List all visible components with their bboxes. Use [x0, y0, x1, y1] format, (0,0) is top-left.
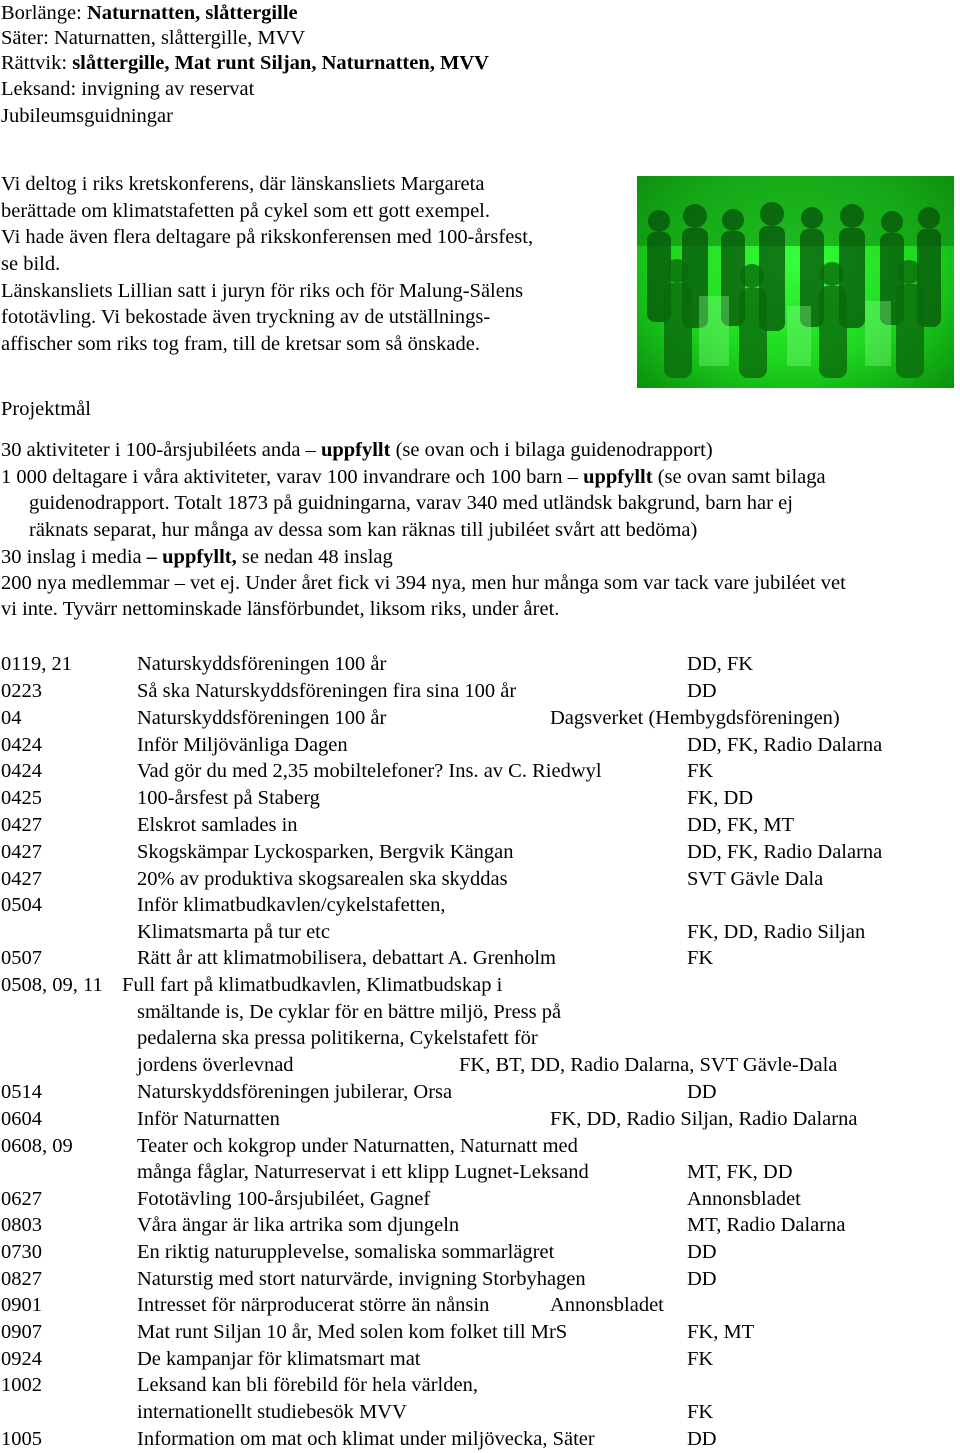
event-place: Rättvik: [1, 52, 73, 74]
media-source: DD [687, 1268, 717, 1290]
media-date: 0827 [1, 1268, 42, 1290]
media-date: 0901 [1, 1294, 42, 1316]
media-date: 0425 [1, 787, 42, 809]
media-source: FK, DD [687, 787, 754, 809]
media-date: 0627 [1, 1188, 42, 1210]
media-source: Annonsbladet [550, 1294, 664, 1316]
goal-line-cont: vi inte. Tyvärr nettominskade länsförbundet, liksom riks, under året. [1, 598, 560, 620]
media-date: 0223 [1, 680, 42, 702]
media-source: FK, BT, DD, Radio Dalarna, SVT Gävle-Dala [459, 1054, 838, 1076]
goal-line: 30 inslag i media – uppfyllt, se nedan 48 inslag [1, 546, 393, 568]
event-place: Borlänge: [1, 2, 87, 24]
media-source: MT, Radio Dalarna [687, 1214, 846, 1236]
event-line [1, 50, 489, 77]
event-line [1, 0, 298, 27]
media-date: 0427 [1, 841, 42, 863]
media-source: FK [687, 947, 714, 969]
intro-line: affischer som riks tog fram, till de kretsar som så önskade. [1, 333, 480, 355]
media-date: 0119, 21 [1, 653, 72, 675]
media-title: Naturskyddsföreningen jubilerar, Orsa [137, 1081, 453, 1103]
media-date: 0424 [1, 734, 42, 756]
media-title: Full fart på klimatbudkavlen, Klimatbudskap i [122, 974, 503, 996]
event-bold: Naturnatten, slåttergille [86, 2, 298, 24]
media-title: Så ska Naturskyddsföreningen fira sina 100 år [137, 680, 517, 702]
goal-status: uppfyllt [320, 439, 391, 461]
media-title: Elskrot samlades in [137, 814, 298, 836]
event-place: Jubileumsguidningar [1, 105, 173, 127]
media-title: 20% av produktiva skogsarealen ska skyddas [137, 868, 508, 890]
group-photo [637, 176, 954, 388]
event-place: Leksand: invigning av reservat [1, 78, 255, 100]
media-date: 04 [1, 707, 22, 729]
media-date: 0424 [1, 760, 42, 782]
media-date: 0907 [1, 1321, 42, 1343]
media-source: DD, FK, MT [687, 814, 795, 836]
photo-people [637, 176, 954, 388]
media-date: 0508, 09, 11 [1, 974, 103, 996]
goal-line: 1 000 deltagare i våra aktiviteter, varav 100 invandrare och 100 barn – uppfyllt (se ovan samt bilaga [1, 466, 826, 488]
media-title: jordens överlevnad [137, 1054, 294, 1076]
media-title: Leksand kan bli förebild för hela världen, [137, 1374, 478, 1396]
intro-line: Vi hade även flera deltagare på rikskonferensen med 100-årsfest, [1, 226, 534, 248]
media-date: 1005 [1, 1428, 42, 1450]
media-title: många fåglar, Naturreservat i ett klipp Lugnet-Leksand [137, 1161, 589, 1183]
media-date: 0608, 09 [1, 1135, 73, 1157]
media-title: En riktig naturupplevelse, somaliska sommarlägret [137, 1241, 555, 1263]
media-date: 1002 [1, 1374, 42, 1396]
media-title: Rätt år att klimatmobilisera, debattart A. Grenholm [137, 947, 556, 969]
goal-line: 30 aktiviteter i 100-årsjubiléets anda – uppfyllt (se ovan och i bilaga guidenodrapport) [1, 439, 713, 461]
media-source: DD [687, 1428, 717, 1450]
media-date: 0924 [1, 1348, 42, 1370]
media-date: 0803 [1, 1214, 42, 1236]
media-title: internationellt studiebesök MVV [137, 1401, 407, 1423]
intro-line: se bild. [1, 253, 61, 275]
media-title: Klimatsmarta på tur etc [137, 921, 330, 943]
media-source: DD [687, 680, 717, 702]
media-date: 0514 [1, 1081, 42, 1103]
media-title: smältande is, De cyklar för en bättre miljö, Press på [137, 1001, 562, 1023]
media-title: Naturskyddsföreningen 100 år [137, 707, 387, 729]
media-title: Teater och kokgrop under Naturnatten, Naturnatt med [137, 1135, 578, 1157]
media-date: 0604 [1, 1108, 42, 1130]
media-title: Skogskämpar Lyckosparken, Bergvik Kängan [137, 841, 514, 863]
media-title: pedalerna ska pressa politikerna, Cykelstafett för [137, 1027, 538, 1049]
media-source: FK, MT [687, 1321, 755, 1343]
goal-status: uppfyllt [583, 466, 653, 488]
intro-line: berättade om klimatstafetten på cykel som ett gott exempel. [1, 200, 490, 222]
media-source: Annonsbladet [687, 1188, 801, 1210]
event-line [1, 76, 254, 103]
media-source: DD, FK [687, 653, 754, 675]
media-title: Inför klimatbudkavlen/cykelstafetten, [137, 894, 446, 916]
media-title: De kampanjar för klimatsmart mat [137, 1348, 421, 1370]
media-title: Fototävling 100-årsjubiléet, Gagnef [137, 1188, 431, 1210]
media-source: DD [687, 1081, 717, 1103]
media-source: FK [687, 1401, 714, 1423]
media-title: Våra ängar är lika artrika som djungeln [137, 1214, 460, 1236]
event-line [1, 25, 305, 52]
media-source: FK, DD, Radio Siljan [687, 921, 866, 943]
intro-line: Länskansliets Lillian satt i juryn för riks och för Malung-Sälens [1, 280, 524, 302]
media-title: Intresset för närproducerat större än nånsin [137, 1294, 490, 1316]
goal-line: 200 nya medlemmar – vet ej. Under året fick vi 394 nya, men hur många som var tack vare jubiléet vet [1, 572, 846, 594]
media-date: 0507 [1, 947, 42, 969]
goal-line-cont: guidenodrapport. Totalt 1873 på guidningarna, varav 340 med utländsk bakgrund, barn har ej [29, 492, 793, 514]
media-source: FK [687, 1348, 714, 1370]
intro-line: fototävling. Vi bekostade även tryckning av de utställnings- [1, 306, 491, 328]
media-source: DD, FK, Radio Dalarna [687, 734, 883, 756]
event-bold: slåttergille, Mat runt Siljan, Naturnatten, MVV [72, 52, 489, 74]
media-date: 0730 [1, 1241, 42, 1263]
media-source: MT, FK, DD [687, 1161, 793, 1183]
media-source: DD, FK, Radio Dalarna [687, 841, 883, 863]
section-heading: Projektmål [1, 398, 91, 420]
media-title: Inför Miljövänliga Dagen [137, 734, 348, 756]
media-title: Inför Naturnatten [137, 1108, 280, 1130]
event-place: Säter: Naturnatten, slåttergille, MVV [1, 27, 306, 49]
media-source: SVT Gävle Dala [687, 868, 824, 890]
media-title: 100-årsfest på Staberg [137, 787, 320, 809]
media-date: 0427 [1, 814, 42, 836]
media-source: DD [687, 1241, 717, 1263]
media-source: FK [687, 760, 714, 782]
media-source: Dagsverket (Hembygdsföreningen) [550, 707, 840, 729]
goal-line-cont: räknats separat, hur många av dessa som kan räknas till jubiléet svårt att bedöma) [29, 519, 698, 541]
media-title: Information om mat och klimat under miljövecka, Säter [137, 1428, 595, 1450]
media-title: Naturstig med stort naturvärde, invigning Storbyhagen [137, 1268, 586, 1290]
intro-line: Vi deltog i riks kretskonferens, där länskansliets Margareta [1, 173, 485, 195]
media-source: FK, DD, Radio Siljan, Radio Dalarna [550, 1108, 858, 1130]
event-line [1, 103, 173, 130]
media-date: 0427 [1, 868, 42, 890]
media-title: Mat runt Siljan 10 år, Med solen kom folket till MrS [137, 1321, 568, 1343]
media-date: 0504 [1, 894, 42, 916]
media-title: Naturskyddsföreningen 100 år [137, 653, 387, 675]
goal-status: – uppfyllt, [146, 546, 237, 568]
media-title: Vad gör du med 2,35 mobiltelefoner? Ins. av C. Riedwyl [137, 760, 602, 782]
